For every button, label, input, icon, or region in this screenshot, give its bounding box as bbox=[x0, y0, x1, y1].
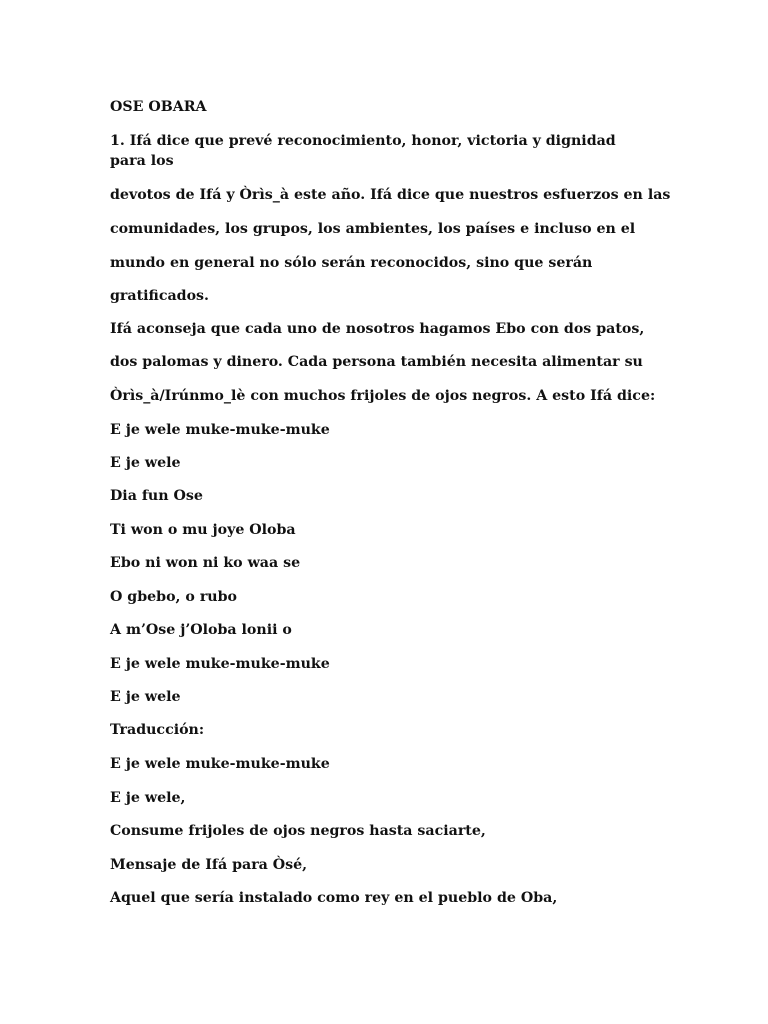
verse-line: E je wele muke-muke-muke bbox=[110, 656, 330, 672]
text-line: mundo en general no sólo serán reconocidos, sino que serán bbox=[110, 255, 593, 271]
translation-line: Aquel que sería instalado como rey en el pueblo de Oba, bbox=[110, 890, 558, 906]
verse-line: Dia fun Ose bbox=[110, 488, 203, 504]
verse-line: E je wele bbox=[110, 689, 181, 705]
verse-line: E je wele muke-muke-muke bbox=[110, 422, 330, 438]
verse-line: A m’Ose j’Oloba lonii o bbox=[110, 622, 292, 638]
translation-heading: Traducción: bbox=[110, 722, 205, 738]
text-line: Òrìs_à/Irúnmo_lè con muchos frijoles de ojos negros. A esto Ifá dice: bbox=[110, 388, 656, 404]
verse-line: Ti won o mu joye Oloba bbox=[110, 522, 296, 538]
translation-line: Mensaje de Ifá para Òsé, bbox=[110, 857, 308, 873]
translation-line: Consume frijoles de ojos negros hasta saciarte, bbox=[110, 823, 486, 839]
verse-line: Ebo ni won ni ko waa se bbox=[110, 555, 301, 571]
text-line: gratificados. bbox=[110, 288, 209, 304]
translation-line: E je wele muke-muke-muke bbox=[110, 756, 330, 772]
text-line: devotos de Ifá y Òrìs_à este año. Ifá dice que nuestros esfuerzos en las bbox=[110, 187, 671, 203]
paragraph-1-first-line: 1. Ifá dice que prevé reconocimiento, honor, victoria y dignidad para los bbox=[110, 133, 616, 169]
text-line: dos palomas y dinero. Cada persona también necesita alimentar su bbox=[110, 354, 643, 370]
text-line: Ifá aconseja que cada uno de nosotros hagamos Ebo con dos patos, bbox=[110, 321, 645, 337]
verse-line: E je wele bbox=[110, 455, 181, 471]
translation-line: E je wele, bbox=[110, 790, 186, 806]
document-title: OSE OBARA bbox=[110, 99, 207, 115]
verse-line: O gbebo, o rubo bbox=[110, 589, 238, 605]
text-line: comunidades, los grupos, los ambientes, los países e incluso en el bbox=[110, 221, 636, 237]
